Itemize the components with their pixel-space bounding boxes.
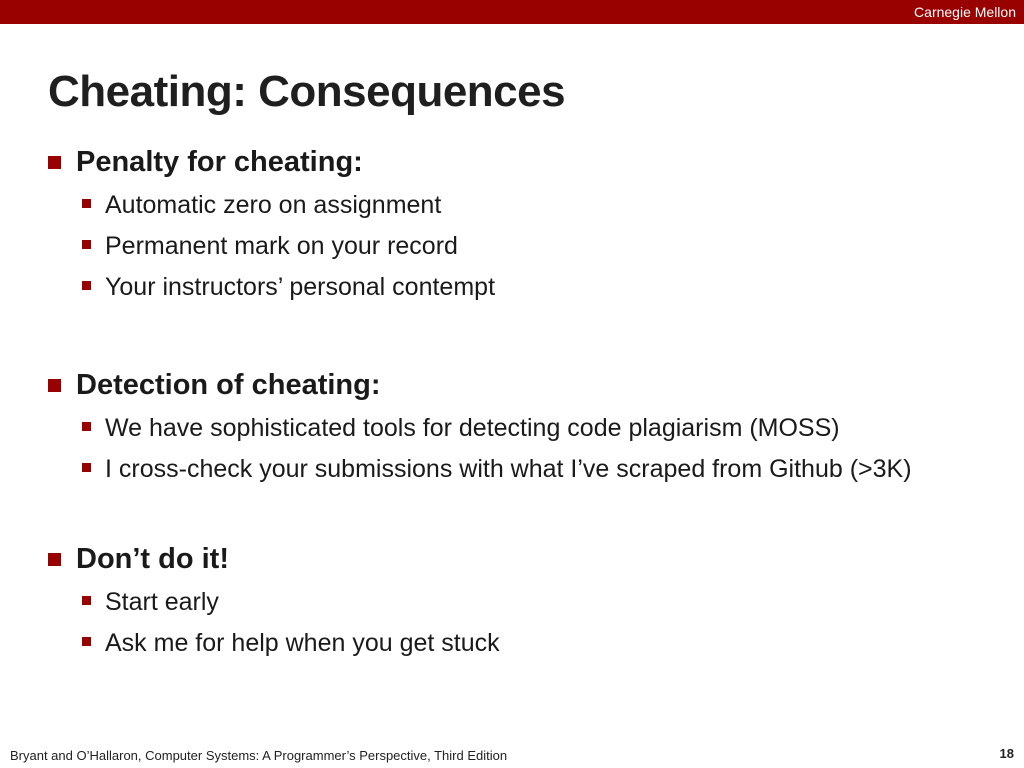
square-bullet-icon xyxy=(82,422,91,431)
footer-citation: Bryant and O’Hallaron, Computer Systems: A Programmer’s Perspective, Third Edition xyxy=(10,748,508,763)
section-detection xyxy=(48,367,988,495)
section-heading-row xyxy=(48,541,988,577)
page-number: 18 xyxy=(999,746,1014,761)
slide-title: Cheating: Consequences xyxy=(48,67,566,116)
square-bullet-icon xyxy=(82,240,91,249)
section-heading-row xyxy=(48,144,988,180)
list-item-text: Permanent mark on your record xyxy=(105,232,458,260)
list-item-text: Start early xyxy=(105,588,219,616)
square-bullet-icon xyxy=(82,281,91,290)
section-heading: Penalty for cheating: xyxy=(76,146,363,178)
list-item xyxy=(48,272,988,313)
section-heading: Detection of cheating: xyxy=(76,369,381,401)
square-bullet-icon xyxy=(48,379,61,392)
list-item xyxy=(48,587,988,628)
list-item-text: Automatic zero on assignment xyxy=(105,191,442,219)
square-bullet-icon xyxy=(48,156,61,169)
list-item xyxy=(48,231,988,272)
square-bullet-icon xyxy=(82,637,91,646)
section-heading: Don’t do it! xyxy=(76,543,230,575)
list-item xyxy=(48,413,988,454)
list-item xyxy=(48,190,988,231)
list-item-text: I cross-check your submissions with what I’ve scraped from Github (>3K) xyxy=(105,455,912,483)
org-name: Carnegie Mellon xyxy=(914,4,1016,20)
square-bullet-icon xyxy=(48,553,61,566)
list-item-text: Ask me for help when you get stuck xyxy=(105,629,500,657)
list-item xyxy=(48,454,988,495)
list-item xyxy=(48,628,988,669)
square-bullet-icon xyxy=(82,199,91,208)
list-item-text: We have sophisticated tools for detecting code plagiarism (MOSS) xyxy=(105,414,840,442)
section-dont-do-it xyxy=(48,541,988,669)
section-heading-row xyxy=(48,367,988,403)
section-penalty xyxy=(48,144,988,313)
square-bullet-icon xyxy=(82,596,91,605)
list-item-text: Your instructors’ personal contempt xyxy=(105,273,496,301)
square-bullet-icon xyxy=(82,463,91,472)
top-bar xyxy=(0,0,1024,24)
